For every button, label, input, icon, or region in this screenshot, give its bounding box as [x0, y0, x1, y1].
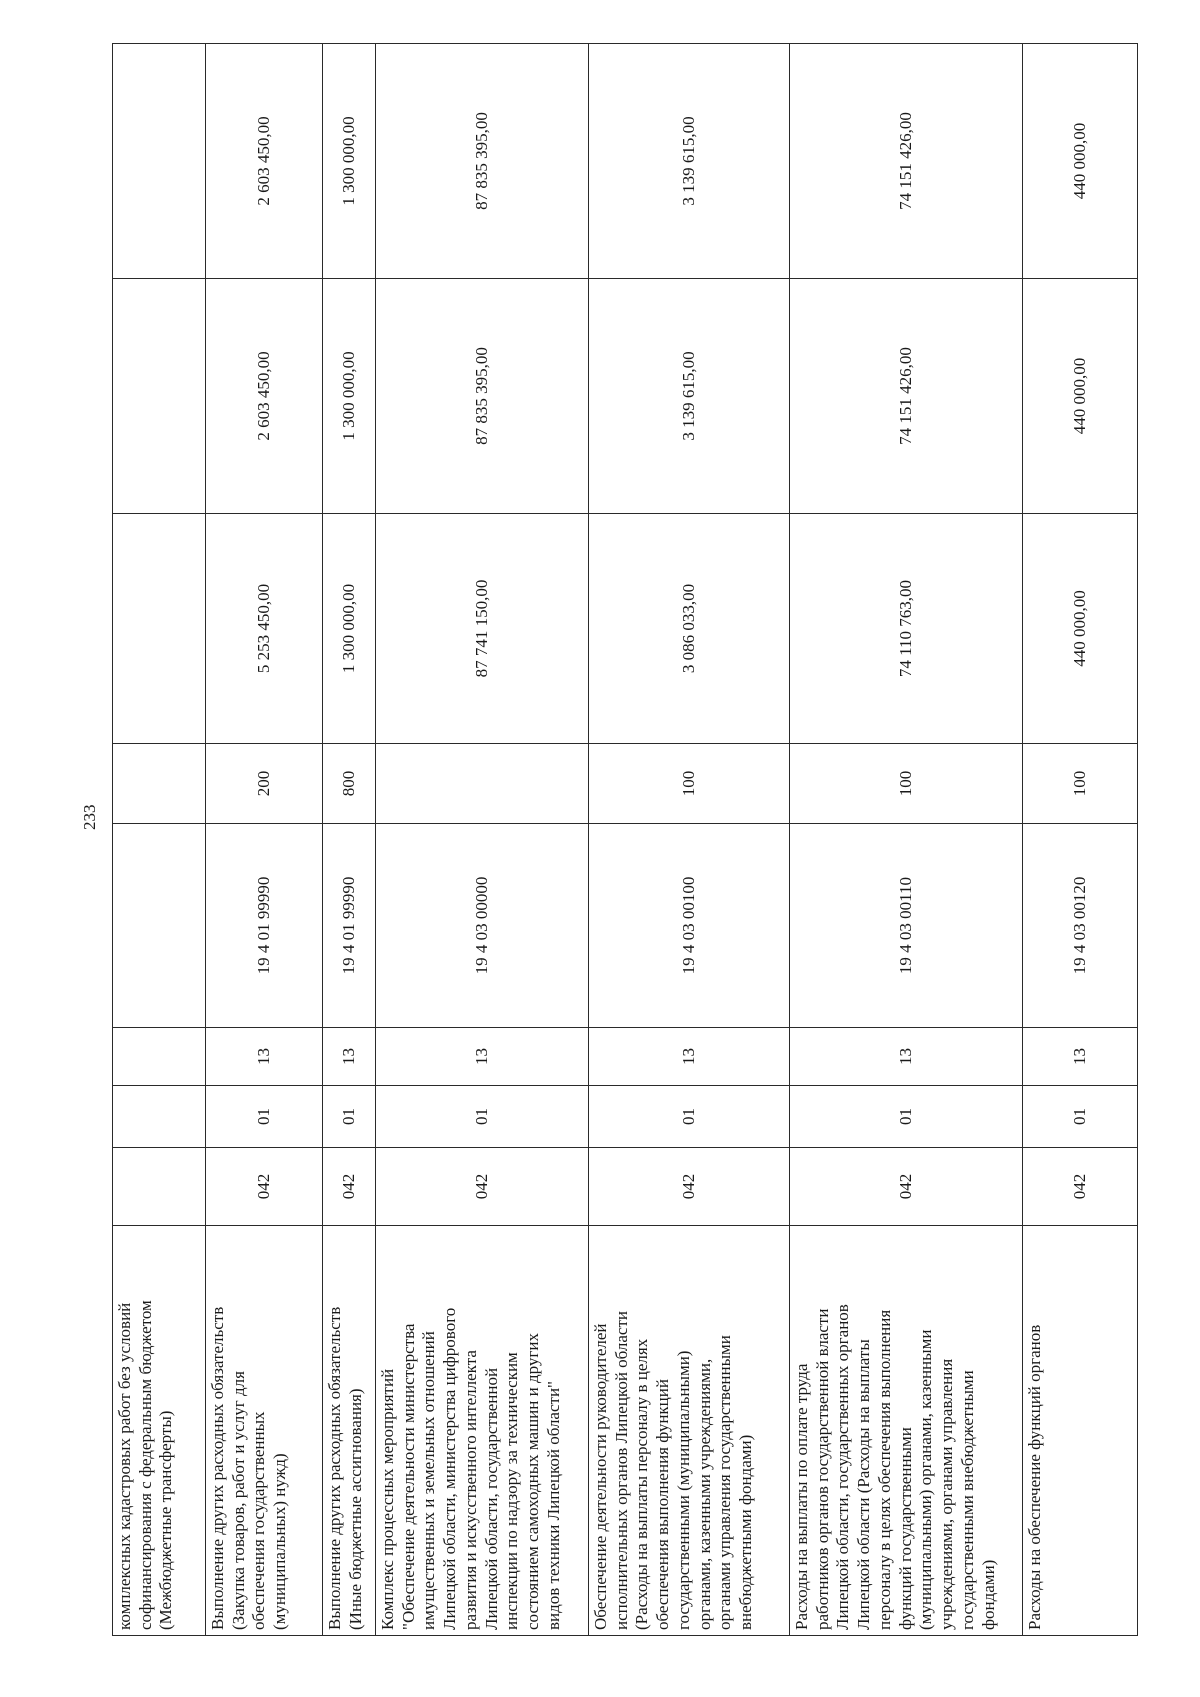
amount-year-2: 2 603 450,00: [206, 279, 323, 514]
amount-year-3: 2 603 450,00: [206, 44, 323, 279]
amount-year-3: 440 000,00: [1023, 44, 1138, 279]
ministry-code: 042: [790, 1148, 1023, 1226]
row-name: Выполнение других расходных обязательств (Иные бюджетные ассигнования): [323, 1226, 376, 1636]
amount-year-3: 87 835 395,00: [376, 44, 589, 279]
ministry-code: [113, 1148, 206, 1226]
ministry-code: 042: [589, 1148, 790, 1226]
subsection-code: 13: [206, 1028, 323, 1086]
row-name: Выполнение других расходных обязательств (Закупка товаров, работ и услуг для обеспечения государственных (муниципальных) нужд): [206, 1226, 323, 1636]
table-row: [206, 44, 323, 1636]
section-code: 01: [323, 1086, 376, 1148]
target-article: 19 4 03 00120: [1023, 824, 1138, 1028]
amount-year-1: 3 086 033,00: [589, 514, 790, 744]
ministry-code: 042: [323, 1148, 376, 1226]
amount-year-1: 5 253 450,00: [206, 514, 323, 744]
target-article: [113, 824, 206, 1028]
table-row: [589, 44, 790, 1636]
subsection-code: 13: [323, 1028, 376, 1086]
row-name: комплексных кадастровых работ без условий софинансирования с федеральным бюджетом (Межбюджетные трансферты): [113, 1226, 206, 1636]
expense-type: 100: [1023, 744, 1138, 824]
row-name: Расходы на обеспечение функций органов: [1023, 1226, 1138, 1636]
expense-type: 100: [790, 744, 1023, 824]
target-article: 19 4 01 99990: [206, 824, 323, 1028]
table-row: [113, 44, 206, 1636]
expense-type: 800: [323, 744, 376, 824]
row-name: Обеспечение деятельности руководителей исполнительных органов Липецкой области (Расходы на выплаты персоналу в целях обеспечения выполнения функций государственными (муниципальными) органами, казенными учреждениями, органами управления государственными внебюджетными фондами): [589, 1226, 790, 1636]
amount-year-1: 74 110 763,00: [790, 514, 1023, 744]
subsection-code: 13: [589, 1028, 790, 1086]
expense-type: [113, 744, 206, 824]
subsection-code: 13: [376, 1028, 589, 1086]
expense-type: 200: [206, 744, 323, 824]
target-article: 19 4 01 99990: [323, 824, 376, 1028]
section-code: 01: [790, 1086, 1023, 1148]
ministry-code: 042: [206, 1148, 323, 1226]
budget-table: [112, 43, 1138, 1636]
amount-year-3: 74 151 426,00: [790, 44, 1023, 279]
subsection-code: [113, 1028, 206, 1086]
amount-year-2: 74 151 426,00: [790, 279, 1023, 514]
amount-year-1: 87 741 150,00: [376, 514, 589, 744]
target-article: 19 4 03 00110: [790, 824, 1023, 1028]
expense-type: 100: [589, 744, 790, 824]
section-code: 01: [589, 1086, 790, 1148]
section-code: [113, 1086, 206, 1148]
table-row: [1023, 44, 1138, 1636]
target-article: 19 4 03 00000: [376, 824, 589, 1028]
row-name: Расходы на выплаты по оплате труда работников органов государственной власти Липецкой области, государственных органов Липецкой области (Расходы на выплаты персоналу в целях обеспечения выполнения функций государственными (муниципальными) органами, казенными учреждениями, органами управления государственными внебюджетными фондами): [790, 1226, 1023, 1636]
ministry-code: 042: [1023, 1148, 1138, 1226]
amount-year-3: 3 139 615,00: [589, 44, 790, 279]
amount-year-2: 3 139 615,00: [589, 279, 790, 514]
table-row: [790, 44, 1023, 1636]
section-code: 01: [376, 1086, 589, 1148]
expense-type: [376, 744, 589, 824]
target-article: 19 4 03 00100: [589, 824, 790, 1028]
amount-year-1: [113, 514, 206, 744]
row-name: Комплекс процессных мероприятий "Обеспечение деятельности министерства имущественных и земельных отношений Липецкой области, министерства цифрового развития и искусственного интеллекта Липецкой области, государственной инспекции по надзору за техническим состоянием самоходных машин и других видов техники Липецкой области": [376, 1226, 589, 1636]
amount-year-1: 1 300 000,00: [323, 514, 376, 744]
ministry-code: 042: [376, 1148, 589, 1226]
budget-table-container: [112, 44, 1102, 1636]
amount-year-3: 1 300 000,00: [323, 44, 376, 279]
amount-year-3: [113, 44, 206, 279]
page-number: 233: [80, 804, 99, 830]
amount-year-2: 1 300 000,00: [323, 279, 376, 514]
amount-year-2: 87 835 395,00: [376, 279, 589, 514]
amount-year-2: 440 000,00: [1023, 279, 1138, 514]
section-code: 01: [1023, 1086, 1138, 1148]
subsection-code: 13: [790, 1028, 1023, 1086]
table-row: [376, 44, 589, 1636]
section-code: 01: [206, 1086, 323, 1148]
amount-year-2: [113, 279, 206, 514]
table-row: [323, 44, 376, 1636]
subsection-code: 13: [1023, 1028, 1138, 1086]
amount-year-1: 440 000,00: [1023, 514, 1138, 744]
